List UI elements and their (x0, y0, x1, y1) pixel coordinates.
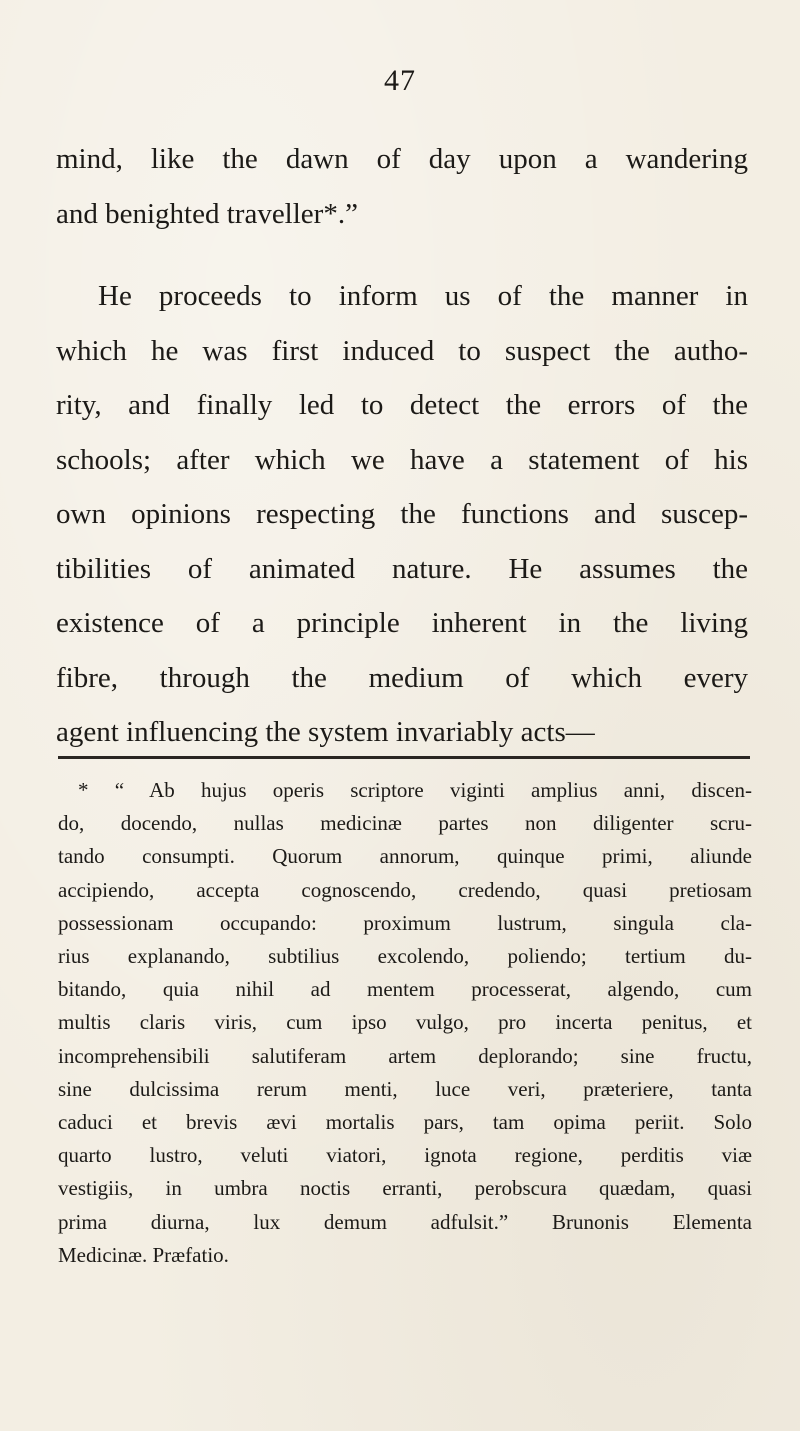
text-line: own opinions respecting the functions and suscep- (56, 498, 748, 530)
footnote-line: rius explanando, subtilius excolendo, poliendo; tertium du- (58, 944, 752, 969)
footnote-line: tando consumpti. Quorum annorum, quinque primi, aliunde (58, 844, 752, 869)
text-line: which he was first induced to suspect the autho- (56, 334, 748, 367)
footnote (58, 774, 752, 1272)
footnote-line: sine dulcissima rerum menti, luce veri, præteriere, tanta (58, 1076, 752, 1101)
page-number: 47 (384, 64, 416, 97)
footnote-line: do, docendo, nullas medicinæ partes non diligenter scru- (58, 811, 752, 836)
footnote-line: Medicinæ. Præfatio. (58, 1242, 229, 1267)
footnote-line: caduci et brevis ævi mortalis pars, tam opima periit. Solo (58, 1110, 752, 1135)
footnote-divider (58, 756, 750, 759)
text-line: tibilities of animated nature. He assumes the (56, 552, 748, 585)
text-line: agent influencing the system invariably acts— (56, 716, 595, 748)
text-line: schools; after which we have a statement of his (56, 443, 748, 476)
footnote-line: * “ Ab hujus operis scriptore viginti amplius anni, discen- (78, 778, 752, 802)
footnote-line: quarto lustro, veluti viatori, ignota regione, perditis viæ (58, 1143, 752, 1168)
footnote-line: possessionam occupando: proximum lustrum, singula cla- (58, 910, 752, 935)
text-line: He proceeds to inform us of the manner in (98, 280, 748, 312)
main-text (56, 132, 748, 760)
text-line: and benighted traveller*.” (56, 197, 358, 230)
footnote-line: multis claris viris, cum ipso vulgo, pro incerta penitus, et (58, 1010, 752, 1035)
footnote-line: vestigiis, in umbra noctis erranti, perobscura quædam, quasi (58, 1176, 752, 1201)
text-line: fibre, through the medium of which every (56, 661, 748, 694)
footnote-line: bitando, quia nihil ad mentem processerat, algendo, cum (58, 977, 752, 1002)
text-line: existence of a principle inherent in the living (56, 607, 748, 639)
paragraph-gap (56, 241, 748, 269)
footnote-line: prima diurna, lux demum adfulsit.” Brunonis Elementa (58, 1209, 752, 1234)
footnote-line: accipiendo, accepta cognoscendo, credendo, quasi pretiosam (58, 877, 752, 902)
footnote-line: incomprehensibili salutiferam artem deplorando; sine fructu, (58, 1043, 752, 1068)
text-line: mind, like the dawn of day upon a wandering (56, 143, 748, 175)
text-line: rity, and finally led to detect the errors of the (56, 389, 748, 421)
